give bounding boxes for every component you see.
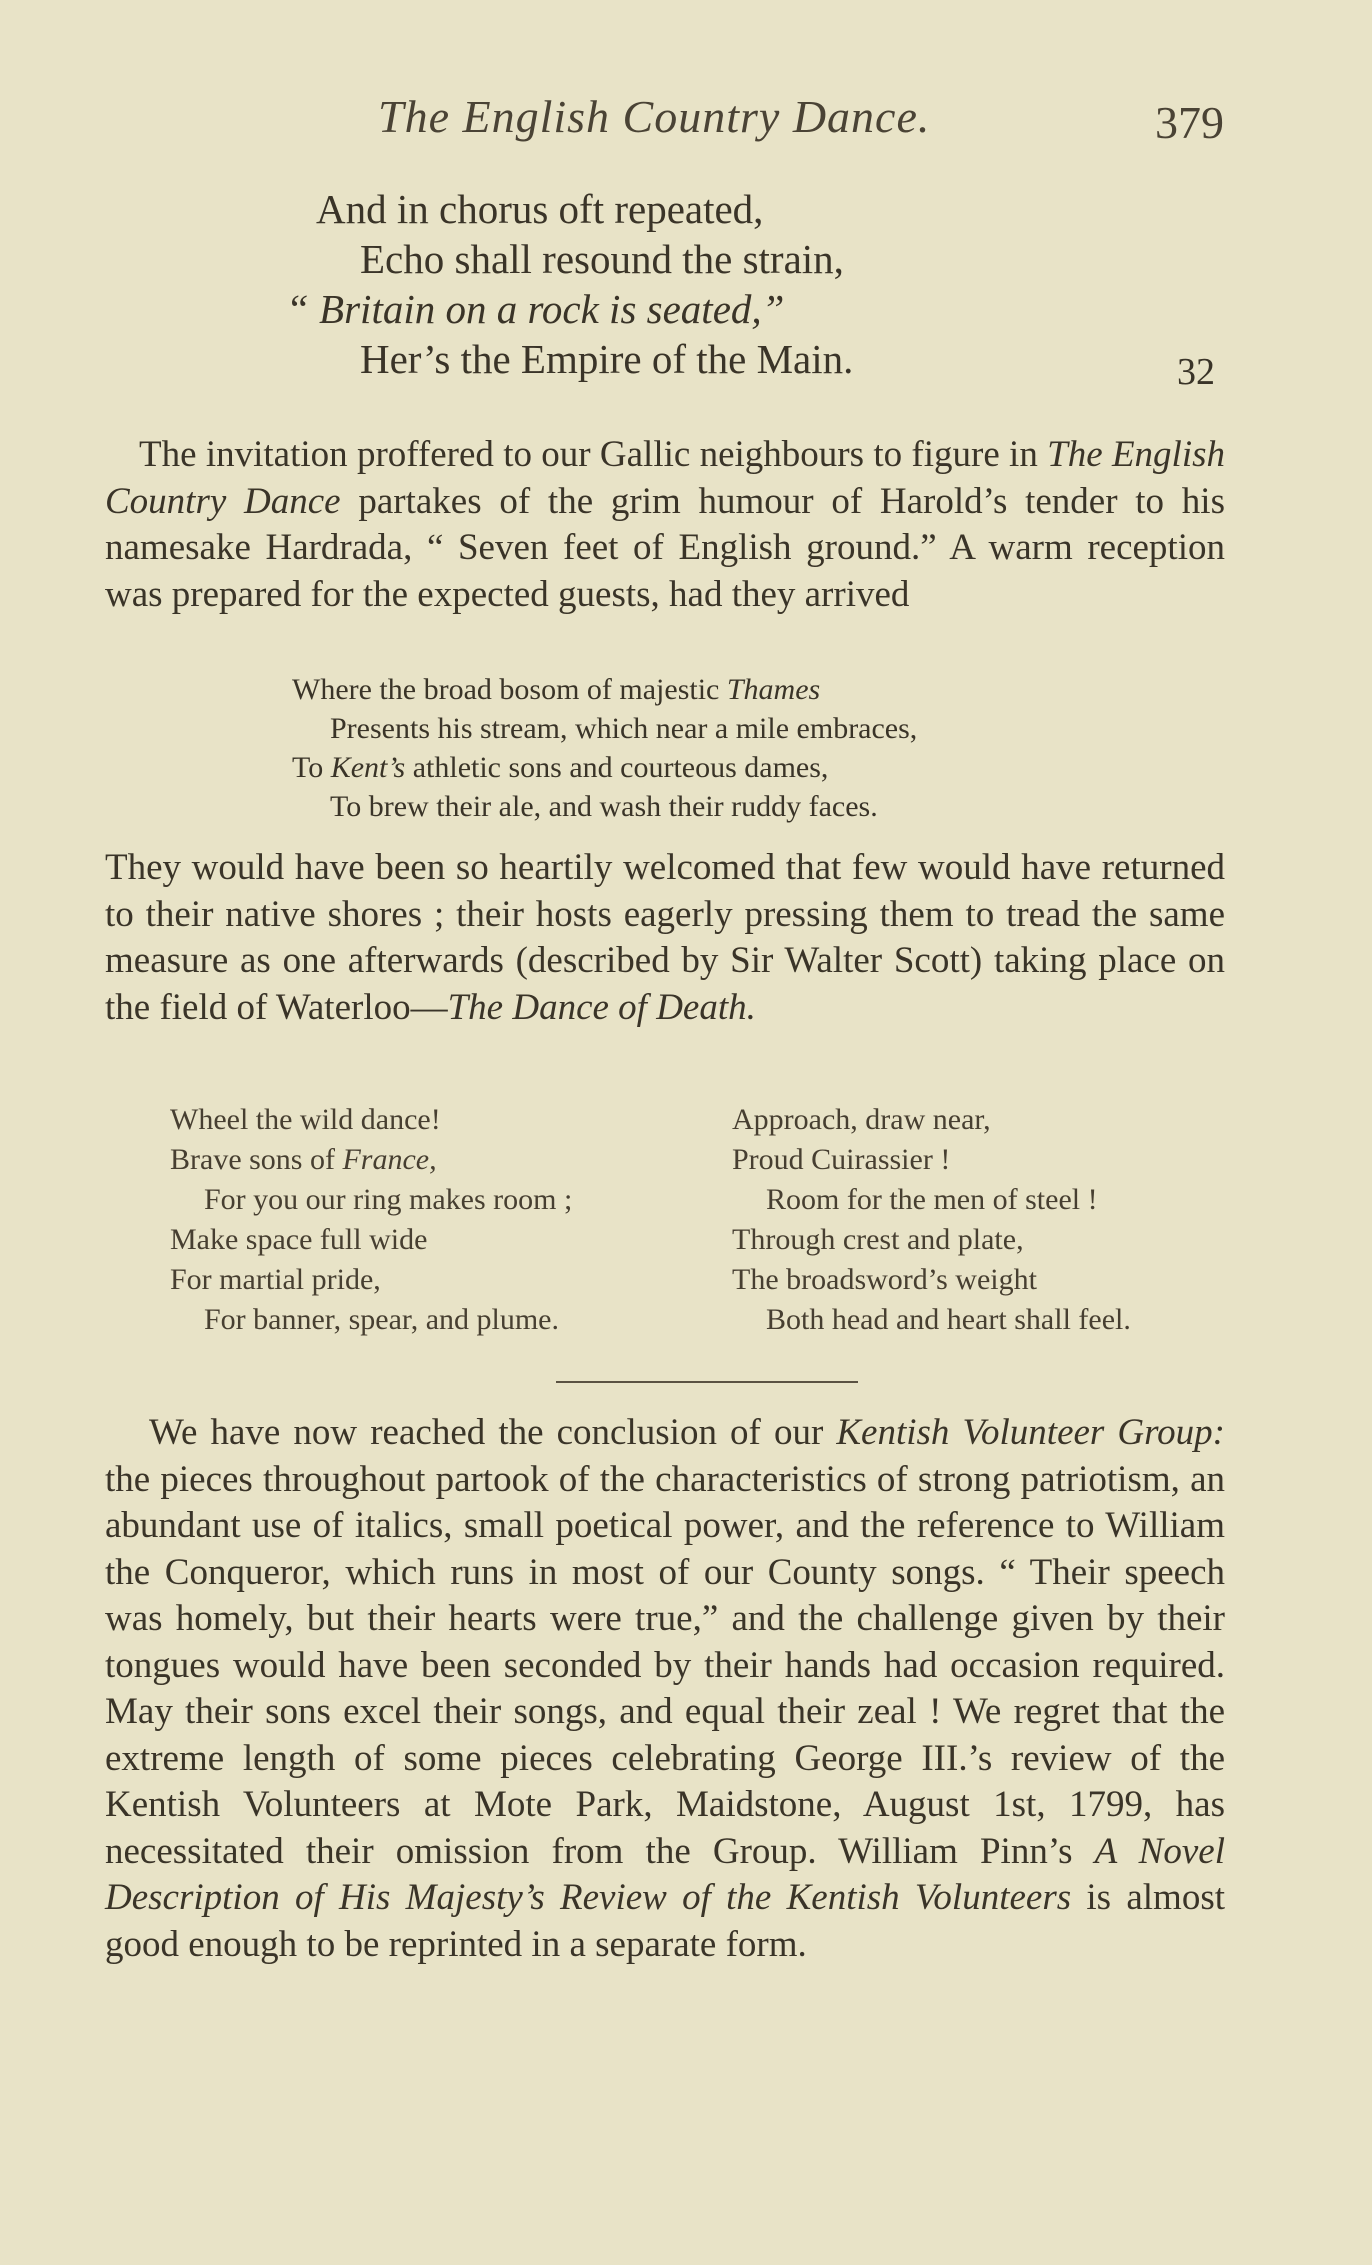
- verse-text: To: [292, 751, 331, 784]
- paragraph-text: the pieces throughout partook of the characteristics of strong patriotism, an abundant use of italics, small poetical power, and the reference to William the Conqueror, which runs in most of our County songs. “ Their speech was homely, but their hearts were true,” and the challenge given by their tongues would have been seconded by their hands had occasion required. May their sons excel their songs, and equal their zeal ! We regret that the extreme length of some pieces celebrating George III.’s review of the Kentish Volunteers at Mote Park, Maidstone, August 1st, 1799, has necessitated their omission from the Group. William Pinn’s: [105, 1458, 1225, 1872]
- paragraph-2: [105, 845, 1225, 1031]
- poem-column-left: [170, 1100, 572, 1340]
- paragraph-text: We have now reached the conclusion of our: [149, 1412, 837, 1453]
- verse-line: And in chorus oft repeated,: [316, 186, 764, 232]
- section-divider: [556, 1381, 858, 1383]
- verse-line: [292, 748, 917, 787]
- verse-line: Make space full wide: [170, 1223, 428, 1256]
- paragraph-text: partakes of the grim humour of Harold’s tender to his namesake Hardrada, “ Seven feet of English ground.” A warm reception was prepared for the expected guests, had they arrived: [105, 480, 1225, 615]
- paragraph-text: The invitation proffered to our Gallic neighbours to figure in: [139, 434, 1048, 475]
- page-header: [0, 90, 1372, 150]
- paragraph-text: is almost good enough to be reprinted in a separate form.: [105, 1877, 1226, 1965]
- verse-line: Wheel the wild dance!: [170, 1103, 441, 1136]
- italic-title: The English Country Dance: [105, 434, 1225, 522]
- verse-line: Echo shall resound the strain,: [360, 236, 844, 282]
- italic-word: Thames: [726, 673, 821, 706]
- verse-line: Her’s the Empire of the Main.: [360, 336, 854, 382]
- paragraph-text: They would have been so heartily welcomed that few would have returned to their native shores ; their hosts eagerly pressing them to tread the same measure as one afterwards (described by Sir Walter Scott) taking place on the field of Waterloo—: [105, 847, 1225, 1028]
- verse-text: Brave sons of: [170, 1143, 343, 1176]
- verse-line: Both head and heart shall feel.: [766, 1303, 1131, 1336]
- page-number: 379: [1155, 97, 1224, 148]
- verse-line: [170, 1140, 572, 1180]
- italic-word: Kent’s: [330, 751, 406, 784]
- italic-word: France,: [342, 1143, 437, 1176]
- verse-text: Where the broad bosom of majestic: [292, 673, 727, 706]
- verse-line: To brew their ale, and wash their ruddy faces.: [330, 790, 878, 823]
- verse-line: For martial pride,: [170, 1263, 381, 1296]
- running-title: The English Country Dance.: [378, 91, 931, 142]
- verse-line: The broadsword’s weight: [732, 1263, 1037, 1296]
- verse-line-number: 32: [1177, 351, 1215, 393]
- verse-text: athletic sons and courteous dames,: [405, 751, 829, 784]
- poem-column-right: [732, 1100, 1131, 1340]
- verse-line: For you our ring makes room ;: [204, 1183, 573, 1216]
- verse-line: [292, 670, 917, 709]
- paragraph-1: [105, 432, 1225, 618]
- verse-line: Through crest and plate,: [732, 1223, 1024, 1256]
- quoted-verse: [292, 670, 917, 826]
- verse-line: Presents his stream, which near a mile embraces,: [330, 712, 918, 745]
- verse-stanza: [286, 184, 854, 384]
- verse-line: For banner, spear, and plume.: [204, 1303, 559, 1336]
- verse-line: Room for the men of steel !: [766, 1183, 1098, 1216]
- italic-title: A Novel Description of His Majesty’s Review of the Kentish Volunteers: [105, 1830, 1225, 1918]
- verse-line: Proud Cuirassier !: [732, 1143, 951, 1176]
- paragraph-3: [105, 1410, 1225, 1968]
- italic-title: Kentish Volunteer Group:: [836, 1412, 1225, 1453]
- italic-title: The Dance of Death.: [447, 986, 756, 1028]
- verse-line: “ Britain on a rock is seated,”: [286, 286, 785, 332]
- verse-line: Approach, draw near,: [732, 1103, 991, 1136]
